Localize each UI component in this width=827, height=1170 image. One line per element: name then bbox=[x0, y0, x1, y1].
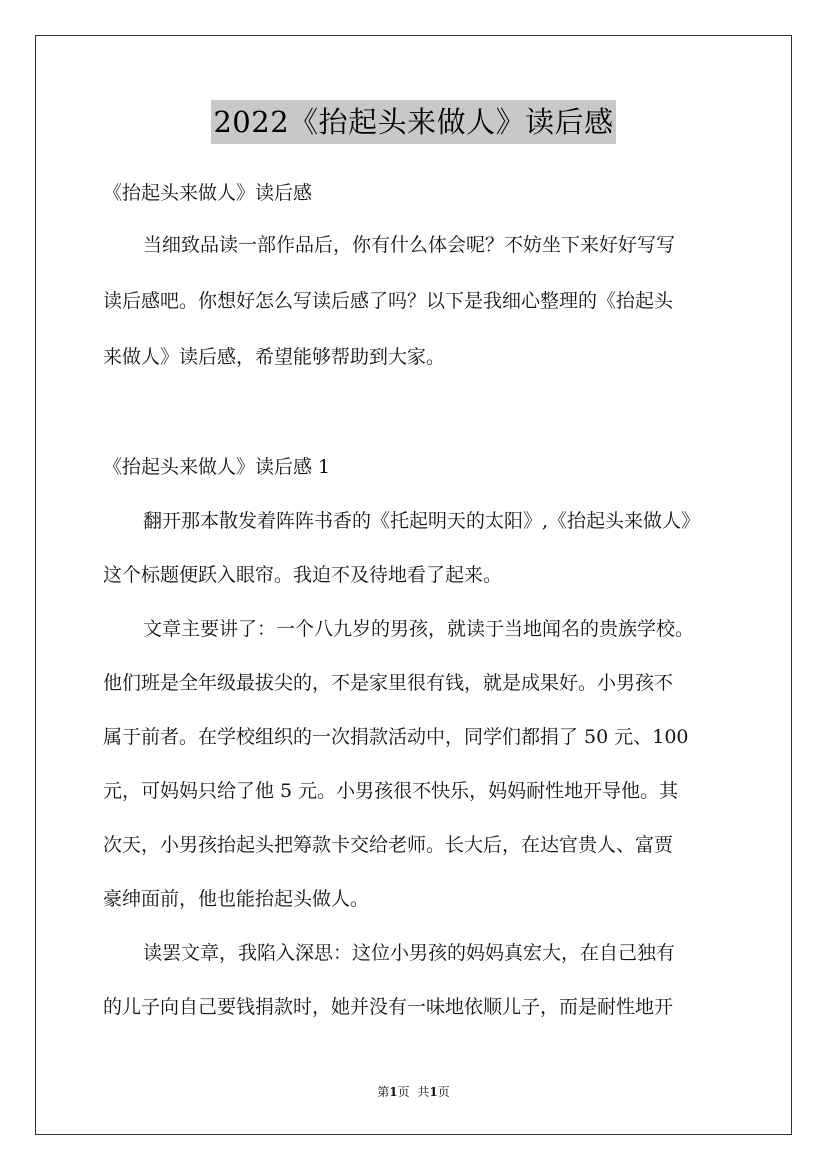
body-line: 读后感吧。你想好怎么写读后感了吗？以下是我细心整理的《抬起头 bbox=[103, 290, 674, 312]
page-prefix: 第 bbox=[377, 1085, 390, 1099]
page-current: 1 bbox=[389, 1085, 398, 1099]
body-line: 这个标题便跃入眼帘。我迫不及待地看了起来。 bbox=[103, 564, 503, 586]
body-line: 他们班是全年级最拔尖的，不是家里很有钱，就是成果好。小男孩不 bbox=[103, 672, 674, 694]
body-line: 读罢文章，我陷入深思：这位小男孩的妈妈真宏大，在自己独有 bbox=[143, 942, 676, 964]
page-footer bbox=[0, 1083, 827, 1100]
body-line: 《抬起头来做人》读后感 bbox=[103, 182, 313, 204]
body-line: 文章主要讲了：一个八九岁的男孩，就读于当地闻名的贵族学校。 bbox=[143, 618, 695, 640]
body-line: 属于前者。在学校组织的一次捐款活动中，同学们都捐了 50 元、100 bbox=[103, 726, 689, 748]
body-line: 的儿子向自己要钱捐款时，她并没有一味地依顺儿子，而是耐性地开 bbox=[103, 996, 674, 1018]
total-suffix: 页 bbox=[437, 1085, 450, 1099]
body-line: 当细致品读一部作品后，你有什么体会呢？不妨坐下来好好写写 bbox=[143, 234, 676, 256]
page-total: 1 bbox=[429, 1085, 438, 1099]
body-line: 豪绅面前，他也能抬起头做人。 bbox=[103, 888, 370, 910]
document-title: 2022《抬起头来做人》读后感 bbox=[211, 100, 615, 144]
page-suffix: 页 bbox=[397, 1085, 410, 1099]
title-wrap bbox=[0, 100, 827, 144]
total-prefix: 共 bbox=[417, 1085, 430, 1099]
body-line: 来做人》读后感，希望能够帮助到大家。 bbox=[103, 346, 446, 368]
body-line: 元，可妈妈只给了他 5 元。小男孩很不快乐，妈妈耐性地开导他。其 bbox=[103, 780, 679, 802]
body-line: 《抬起头来做人》读后感 1 bbox=[103, 456, 331, 478]
body-line: 翻开那本散发着阵阵书香的《托起明天的太阳》,《抬起头来做人》 bbox=[143, 510, 701, 532]
body-line: 次天，小男孩抬起头把筹款卡交给老师。长大后，在达官贵人、富贾 bbox=[103, 834, 674, 856]
